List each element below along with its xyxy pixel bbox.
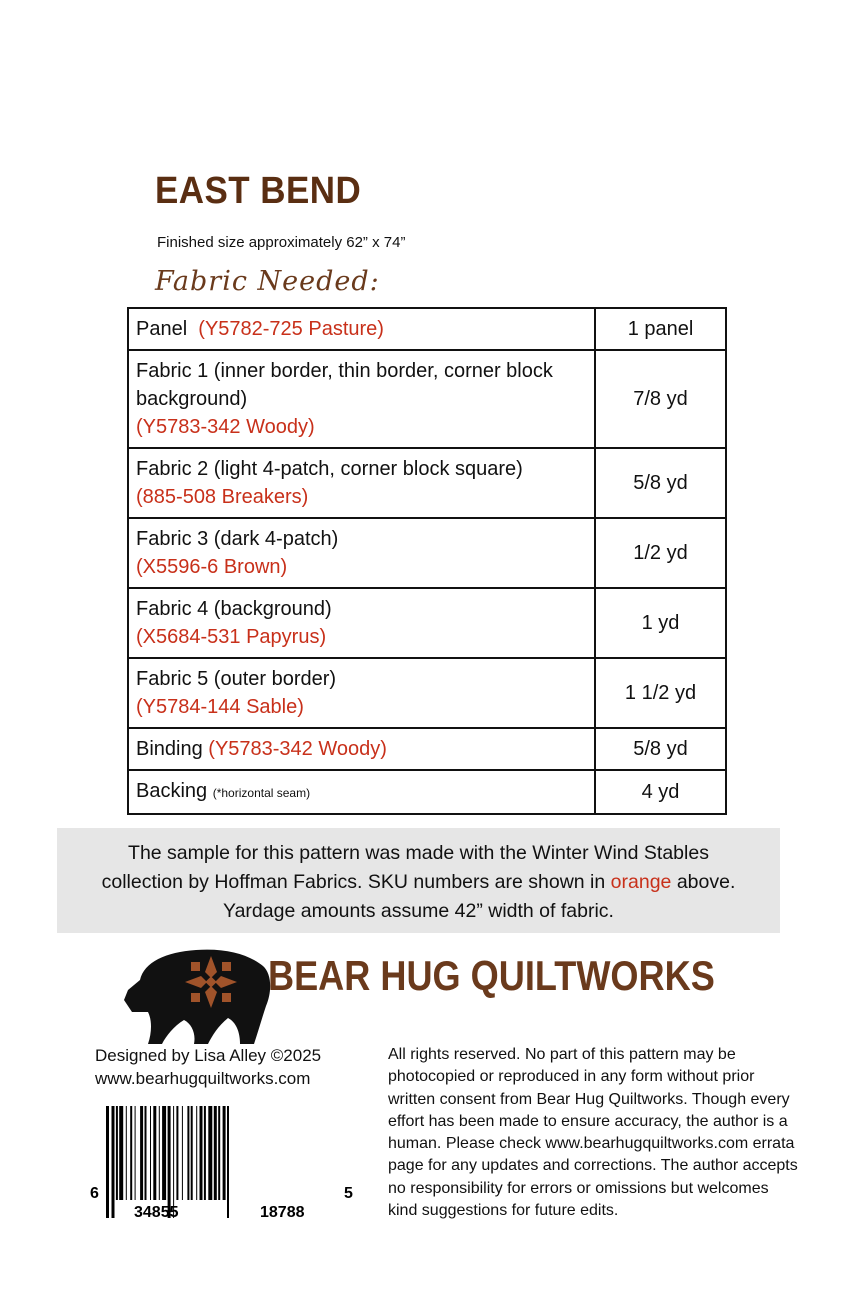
rights-statement: All rights reserved. No part of this pattern may be photocopied or reproduced in any form without prior written consent from Bear Hug Quiltworks. Though every effort has been made to ensure accuracy, the author is a human. Please check www.bearhugquiltworks.com errata page for any updates and corrections. The author accepts no responsibility for errors or omissions but welcomes kind suggestions for future edits. [388,1046,798,1220]
barcode-bar [130,1106,132,1200]
finished-size: Finished size approximately 62” x 74” [157,234,406,251]
barcode-bar [106,1106,109,1218]
fabric-cell [128,728,595,770]
fabric-row [128,770,726,814]
fabric-sku: (X5596-6 Brown) [136,556,288,578]
barcode-bar [135,1106,136,1200]
fabric-sku: (885-508 Breakers) [136,486,309,508]
star-emblem [185,956,237,1008]
fabric-sku: (Y5783-342 Woody) [208,738,387,760]
fabric-name: Backing [136,780,208,802]
barcode-right-group: 18788 [260,1204,305,1221]
barcode-bar [191,1106,193,1200]
fabric-quantity: 4 yd [595,770,726,814]
fabric-sku: (Y5784-144 Sable) [136,696,304,718]
fabric-quantity: 1 panel [595,308,726,350]
fabric-quantity: 5/8 yd [595,448,726,518]
barcode-bar [227,1106,229,1218]
fabric-name: Fabric 2 (light 4-patch, corner block square) [136,458,523,480]
orange-word: orange [610,871,672,893]
barcode-bar [140,1106,143,1200]
fabric-sku: (X5684-531 Papyrus) [136,626,327,648]
barcode-bar [196,1106,197,1200]
fabric-row [128,350,726,448]
fabric-needed-heading: Fabric Needed: [155,266,380,297]
barcode-bar [200,1106,203,1200]
barcode-bar [218,1106,220,1200]
barcode-bar [145,1106,147,1200]
fabric-row [128,308,726,350]
fabric-name: Binding [136,738,203,760]
barcode-bar [126,1106,127,1200]
designer-credit: Designed by Lisa Alley ©2025 [95,1046,322,1065]
fabric-row [128,448,726,518]
fabric-quantity: 1/2 yd [595,518,726,588]
fabric-table [127,307,727,815]
barcode-bar [153,1106,156,1200]
note-line-2: collection by Hoffman Fabrics. SKU numbers are shown in orange above. [101,871,736,893]
fabric-sku: (Y5783-342 Woody) [136,416,315,438]
note-line-3: Yardage amounts assume 42” width of fabric. [223,900,614,922]
barcode-bar [162,1106,166,1200]
fabric-cell [128,350,595,448]
barcode-bar [150,1106,151,1200]
barcode-bar [173,1106,174,1218]
fabric-quantity: 1 1/2 yd [595,658,726,728]
designer-info [95,1044,321,1090]
fabric-quantity: 1 yd [595,588,726,658]
barcode-icon [88,1106,358,1224]
barcode-bars [106,1106,229,1218]
barcode-bar [168,1106,171,1218]
sample-note [57,828,780,933]
barcode-bar [204,1106,206,1200]
fabric-name: Fabric 3 (dark 4-patch) [136,528,339,550]
fabric-cell [128,770,595,814]
fabric-name: Fabric 5 (outer border) [136,668,337,690]
fabric-row [128,728,726,770]
barcode-bar [182,1106,183,1200]
fabric-cell [128,448,595,518]
barcode-bar [119,1106,123,1200]
fabric-row [128,658,726,728]
fabric-cell [128,308,595,350]
barcode-first-digit: 6 [90,1185,99,1202]
fabric-sku: (Y5782-725 Pasture) [198,318,384,340]
fabric-cell [128,658,595,728]
fabric-row [128,588,726,658]
barcode-bar [208,1106,212,1200]
barcode-bar [223,1106,226,1200]
fabric-quantity: 7/8 yd [595,350,726,448]
fabric-cell [128,588,595,658]
fabric-name: Fabric 4 (background) [136,598,332,620]
barcode-bar [176,1106,178,1200]
website-link[interactable]: www.bearhugquiltworks.com [95,1069,311,1088]
barcode-bar [112,1106,115,1218]
fabric-row [128,518,726,588]
barcode-bar [187,1106,189,1200]
pattern-title: EAST BEND [155,170,362,212]
barcode-bar [159,1106,160,1200]
fabric-name: Panel [136,318,188,340]
fabric-cell [128,518,595,588]
fabric-quantity: 5/8 yd [595,728,726,770]
barcode-last-digit: 5 [344,1185,353,1202]
brand-name: BEAR HUG QUILTWORKS [268,952,715,999]
fabric-note: (*horizontal seam) [212,786,311,800]
fabric-name: Fabric 1 (inner border, thin border, corner block background) [136,360,553,410]
barcode-bar [116,1106,118,1200]
note-line-1: The sample for this pattern was made with the Winter Wind Stables [128,842,709,864]
barcode-bar [214,1106,217,1200]
barcode-left-group: 34855 [134,1204,179,1221]
